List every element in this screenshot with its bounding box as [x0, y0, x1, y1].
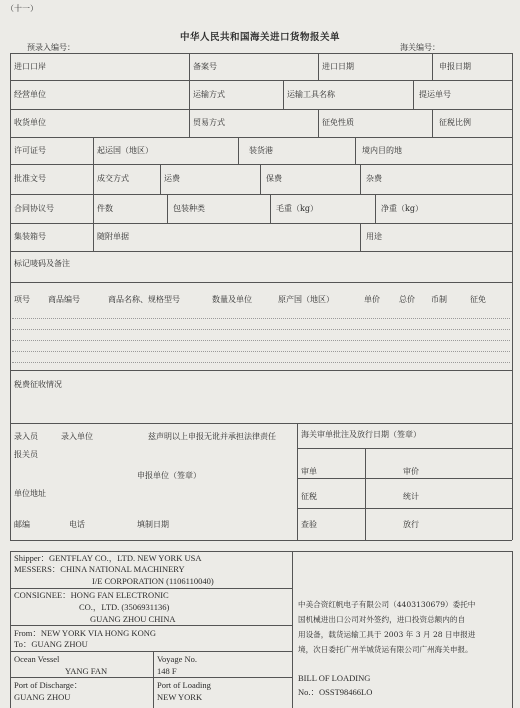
bill-loading-label: Port of Loading: [157, 680, 211, 690]
declare-unit-label: 申报单位（签章）: [137, 471, 201, 480]
form-right-border: [512, 53, 513, 540]
col-line: [360, 223, 361, 251]
levy-label: 征税: [301, 492, 317, 501]
field-operator: 经营单位: [14, 90, 46, 99]
col-line: [432, 53, 433, 80]
bill-note-line3: 用设备，载货运输工具于 2003 年 3 月 28 日申报进: [298, 630, 476, 639]
goods-header-code: 商品编号: [48, 295, 80, 304]
col-line: [189, 53, 190, 109]
field-destination: 境内目的地: [362, 146, 402, 155]
bill-of-loading-no: No.：OSST98466LO: [298, 687, 373, 697]
col-line: [283, 80, 284, 109]
field-usage: 用途: [366, 232, 382, 241]
row-line: [297, 508, 512, 509]
entry-clerk-label: 录入员: [14, 432, 38, 441]
col-line: [360, 164, 361, 194]
field-import-date: 进口日期: [322, 62, 354, 71]
field-contract: 合同协议号: [14, 204, 54, 213]
field-transport-name: 运输工具名称: [287, 90, 335, 99]
bill-from: From：NEW YORK VIA HONG KONG: [14, 628, 156, 638]
release-label: 放行: [403, 520, 419, 529]
review-label: 审单: [301, 467, 317, 476]
col-line: [375, 194, 376, 223]
field-gross-weight: 毛重（kg）: [276, 204, 318, 213]
statistics-label: 统计: [403, 492, 419, 501]
goods-dotted-line: [12, 329, 510, 330]
field-trade-mode: 贸易方式: [193, 118, 225, 127]
row-line: [10, 370, 512, 371]
goods-dotted-line: [12, 362, 510, 363]
field-net-weight: 净重（kg）: [381, 204, 423, 213]
field-loading-port: 装货港: [249, 146, 273, 155]
field-deal-mode: 成交方式: [97, 174, 129, 183]
field-insurance: 保费: [266, 174, 282, 183]
pricing-label: 审价: [403, 467, 419, 476]
bill-top-border: [10, 551, 512, 552]
row-line: [10, 223, 512, 224]
bill-voyage-label: Voyage No.: [157, 654, 197, 664]
field-freight: 运费: [164, 174, 180, 183]
col-line: [93, 164, 94, 194]
bill-col-line: [153, 651, 154, 708]
bill-shipper: Shipper：GENTFLAY CO.，LTD. NEW YORK USA: [14, 553, 202, 563]
goods-header-item-no: 项号: [14, 295, 30, 304]
bill-mid-line: [292, 551, 293, 708]
col-line: [270, 194, 271, 223]
bill-right-border: [512, 551, 513, 708]
goods-header-name: 商品名称、规格型号: [108, 295, 180, 304]
row-line: [297, 448, 512, 449]
bill-note-line2: 国机械进出口公司对外签约，进口投资总额内的自: [298, 615, 466, 624]
goods-header-total: 总价: [399, 295, 415, 304]
row-line: [10, 251, 512, 252]
row-line: [10, 137, 512, 138]
row-line: [10, 282, 512, 283]
col-line: [160, 164, 161, 194]
field-receiver: 收货单位: [14, 118, 46, 127]
col-line: [93, 194, 94, 223]
field-declare-date: 申报日期: [439, 62, 471, 71]
field-approval: 批准文号: [14, 174, 46, 183]
field-marks: 标记唛码及备注: [14, 259, 70, 268]
row-line: [10, 423, 512, 424]
preentry-label: 预录入编号：: [27, 43, 75, 52]
col-line: [297, 423, 298, 540]
customs-approval-label: 海关审单批注及放行日期（签章）: [301, 430, 421, 439]
col-line: [93, 223, 94, 251]
bill-consignee-cont: CO.，LTD. (3506931136): [79, 602, 170, 612]
row-line: [10, 194, 512, 195]
field-pieces: 件数: [97, 204, 113, 213]
field-transport-mode: 运输方式: [193, 90, 225, 99]
field-tax-rate: 征税比例: [439, 118, 471, 127]
bill-voyage-value: 148 F: [157, 666, 177, 676]
unit-address-label: 单位地址: [14, 489, 46, 498]
bill-row-line: [10, 625, 292, 626]
bill-consignee-city: GUANG ZHOU CHINA: [90, 614, 176, 624]
goods-header-quantity: 数量及单位: [212, 295, 252, 304]
bill-discharge-value: GUANG ZHOU: [14, 692, 71, 702]
postcode-label: 邮编: [14, 520, 30, 529]
form-bottom-border: [10, 540, 512, 541]
bill-messers: MESSERS：CHINA NATIONAL MACHINERY: [14, 564, 185, 574]
col-line: [318, 53, 319, 80]
field-license: 许可证号: [14, 146, 46, 155]
field-misc: 杂费: [366, 174, 382, 183]
row-line: [10, 80, 512, 81]
col-line: [365, 448, 366, 540]
bill-discharge-label: Port of Discharge：: [14, 680, 83, 690]
col-line: [355, 137, 356, 165]
col-line: [413, 80, 414, 109]
bill-vessel-value: YANG FAN: [65, 666, 108, 676]
bill-to: To：GUANG ZHOU: [14, 639, 88, 649]
goods-header-origin: 原产国（地区）: [278, 295, 334, 304]
phone-label: 电话: [69, 520, 85, 529]
field-import-port: 进口口岸: [14, 62, 46, 71]
bill-messers-cont: I/E CORPORATION (1106110040): [92, 576, 214, 586]
bill-of-loading-label: BILL OF LOADING: [298, 673, 371, 683]
declarant-label: 报关员: [14, 450, 38, 459]
col-line: [260, 164, 261, 194]
field-package-type: 包装种类: [173, 204, 205, 213]
goods-header-currency: 币制: [431, 295, 447, 304]
inspection-label: 查验: [301, 520, 317, 529]
bill-note-line4: 境，次日委托广州羊城货运有限公司广州海关申报。: [298, 645, 473, 654]
field-origin-country: 起运国（地区）: [97, 146, 153, 155]
form-title: 中华人民共和国海关进口货物报关单: [179, 32, 340, 43]
col-line: [93, 137, 94, 165]
row-line: [10, 109, 512, 110]
goods-dotted-line: [12, 318, 510, 319]
customs-no-label: 海关编号：: [400, 43, 440, 52]
bill-row-line: [10, 677, 292, 678]
bill-consignee: CONSIGNEE：HONG FAN ELECTRONIC: [14, 590, 169, 600]
col-line: [238, 137, 239, 165]
tax-section-label: 税费征收情况: [14, 380, 62, 389]
bill-row-line: [10, 651, 292, 652]
form-top-border: [10, 53, 512, 54]
col-line: [432, 109, 433, 137]
bill-row-line: [10, 588, 292, 589]
col-line: [189, 109, 190, 137]
col-line: [167, 194, 168, 223]
bill-vessel-label: Ocean Vessel: [14, 654, 60, 664]
form-left-border: [10, 53, 11, 540]
field-documents: 随附单据: [97, 232, 129, 241]
field-container: 集装箱号: [14, 232, 46, 241]
bill-left-border: [10, 551, 11, 708]
declaration-text: 兹声明以上申报无讹并承担法律责任: [148, 432, 276, 441]
col-line: [318, 109, 319, 137]
row-line: [297, 478, 512, 479]
row-line: [10, 164, 512, 165]
fill-date-label: 填制日期: [137, 520, 169, 529]
goods-dotted-line: [12, 340, 510, 341]
bill-note-line1: 中美合资红帆电子有限公司（4403130679）委托中: [298, 600, 476, 609]
field-record-no: 备案号: [193, 62, 217, 71]
goods-dotted-line: [12, 351, 510, 352]
goods-header-exemption: 征免: [470, 295, 486, 304]
goods-header-unit-price: 单价: [364, 295, 380, 304]
entry-unit-label: 录入单位: [61, 432, 93, 441]
bill-loading-value: NEW YORK: [157, 692, 203, 702]
field-tax-nature: 征免性质: [322, 118, 354, 127]
field-bl-no: 提运单号: [419, 90, 451, 99]
section-number: （十一）: [6, 4, 38, 13]
